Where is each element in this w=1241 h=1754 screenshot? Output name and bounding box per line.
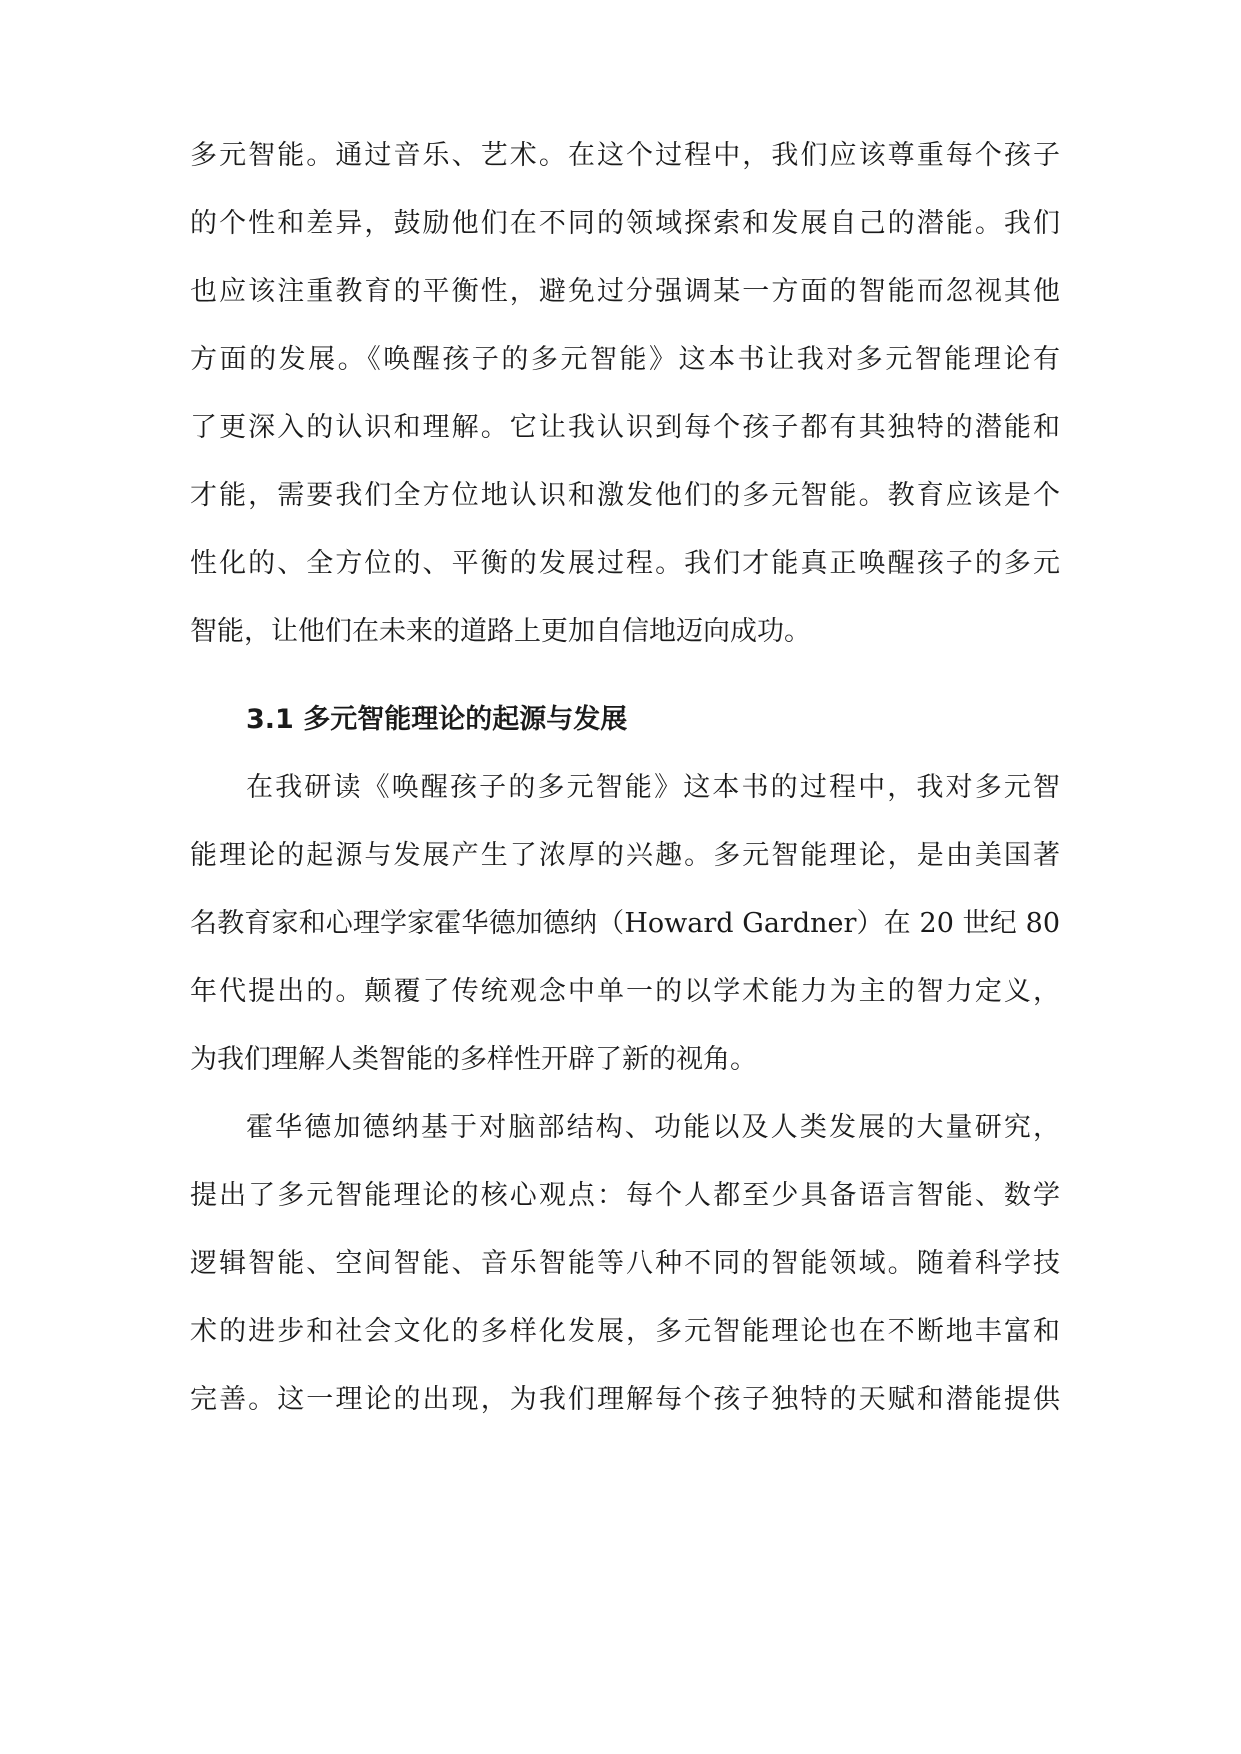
text-line: 名教育家和心理学家霍华德加德纳（Howard Gardner）在 20 世纪 80 bbox=[190, 908, 1060, 939]
text-line: 多元智能。通过音乐、艺术。在这个过程中，我们应该尊重每个孩子 bbox=[190, 140, 1060, 171]
text-line: 霍华德加德纳基于对脑部结构、功能以及人类发展的大量研究， bbox=[246, 1112, 1060, 1143]
text-line: 方面的发展。《唤醒孩子的多元智能》这本书让我对多元智能理论有 bbox=[190, 344, 1060, 375]
text-line: 在我研读《唤醒孩子的多元智能》这本书的过程中，我对多元智 bbox=[246, 772, 1060, 803]
text-line: 了更深入的认识和理解。它让我认识到每个孩子都有其独特的潜能和 bbox=[190, 412, 1060, 443]
text-line: 才能，需要我们全方位地认识和激发他们的多元智能。教育应该是个 bbox=[190, 480, 1060, 511]
text-line: 能理论的起源与发展产生了浓厚的兴趣。多元智能理论，是由美国著 bbox=[190, 840, 1060, 871]
text-line: 的个性和差异，鼓励他们在不同的领域探索和发展自己的潜能。我们 bbox=[190, 208, 1060, 239]
text-line: 术的进步和社会文化的多样化发展，多元智能理论也在不断地丰富和 bbox=[190, 1316, 1060, 1347]
text-line: 智能，让他们在未来的道路上更加自信地迈向成功。 bbox=[190, 616, 811, 647]
text-line: 完善。这一理论的出现，为我们理解每个孩子独特的天赋和潜能提供 bbox=[190, 1384, 1060, 1415]
section-heading: 3.1 多元智能理论的起源与发展 bbox=[246, 704, 628, 735]
text-line: 为我们理解人类智能的多样性开辟了新的视角。 bbox=[190, 1044, 757, 1075]
text-line: 提出了多元智能理论的核心观点：每个人都至少具备语言智能、数学 bbox=[190, 1180, 1060, 1211]
text-line: 逻辑智能、空间智能、音乐智能等八种不同的智能领域。随着科学技 bbox=[190, 1248, 1060, 1279]
text-line: 年代提出的。颠覆了传统观念中单一的以学术能力为主的智力定义， bbox=[190, 976, 1060, 1007]
text-line: 也应该注重教育的平衡性，避免过分强调某一方面的智能而忽视其他 bbox=[190, 276, 1060, 307]
text-line: 性化的、全方位的、平衡的发展过程。我们才能真正唤醒孩子的多元 bbox=[190, 548, 1060, 579]
